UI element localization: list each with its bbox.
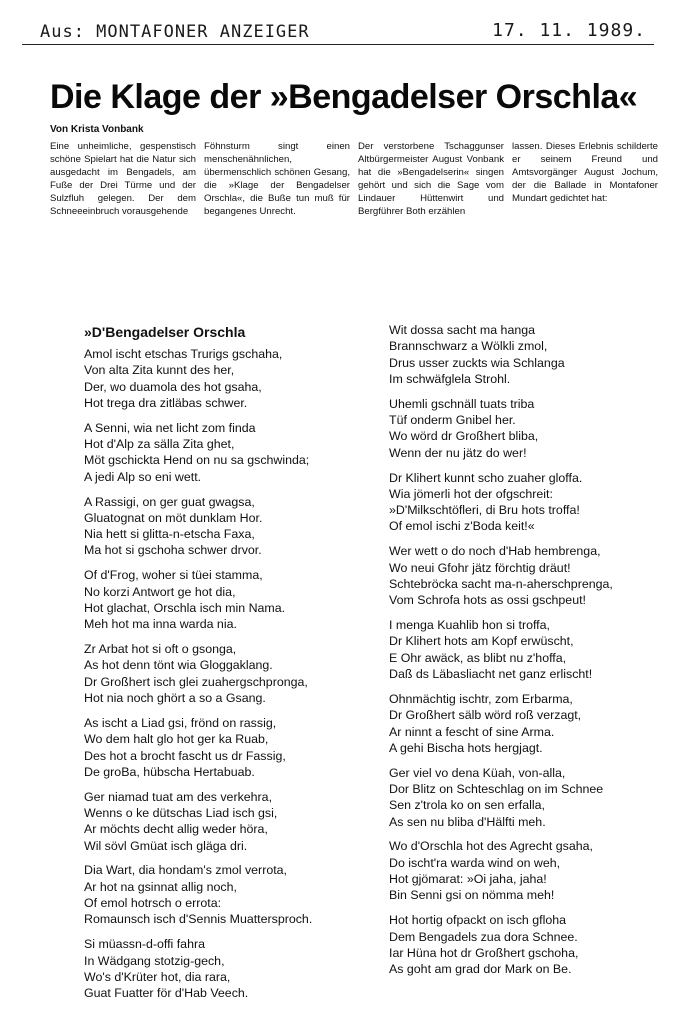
poem-left-column xyxy=(84,324,374,1010)
poem-line: Hot nia noch ghört a so a Gsang. xyxy=(84,691,266,706)
poem-line: Hot trega dra zitläbas schwer. xyxy=(84,395,248,410)
source-date: 17. 11. 1989. xyxy=(492,20,646,41)
poem-line: Ar möchts decht allig weder höra, xyxy=(84,822,268,837)
source-header xyxy=(22,18,654,45)
poem-line: Ger niamad tuat am des verkehra, xyxy=(84,789,273,804)
poem-stanza xyxy=(389,912,659,977)
poem-stanza xyxy=(389,765,659,830)
poem-stanza xyxy=(389,322,659,387)
poem-line: Möt gschickta Hend on nu sa gschwinda; xyxy=(84,453,310,468)
poem-line: As ischt a Liad gsi, frönd on rassig, xyxy=(84,715,277,730)
poem-line: Guat Fuatter för d'Hab Veech. xyxy=(84,986,249,1001)
poem-stanza xyxy=(84,420,374,485)
poem-line: Of emol ischi z'Boda keit!« xyxy=(389,519,535,534)
poem-line: Tüf onderm Gnibel her. xyxy=(389,413,516,428)
poem-line: Im schwäfglela Strohl. xyxy=(389,371,511,386)
intro-column-4 xyxy=(512,140,658,205)
poem-line: Von alta Zita kunnt des her, xyxy=(84,363,235,378)
poem-line: Wo dem halt glo hot ger ka Ruab, xyxy=(84,732,269,747)
poem-line: Vom Schrofa hots as ossi gschpeut! xyxy=(389,593,586,608)
article-title: Die Klage der »Bengadelser Orschla« xyxy=(50,78,638,116)
poem-stanza xyxy=(389,396,659,461)
poem-line: Uhemli gschnäll tuats triba xyxy=(389,396,535,411)
source-label: Aus: MONTAFONER ANZEIGER xyxy=(40,22,310,42)
poem-line: Of emol hotrsch o errota: xyxy=(84,896,222,911)
intro-paragraph: Eine unheimliche, gespenstisch schöne Spielart hat die Natur sich ausgedacht im Bengadels, am Fuße der Drei Türme und der Sulzfluh gelegen. Der dem Schneeeinbruch vorausgehende xyxy=(50,141,196,217)
poem-line: A Rassigi, on ger guat gwagsa, xyxy=(84,494,255,509)
poem-stanza xyxy=(389,838,659,903)
poem-line: Wit dossa sacht ma hanga xyxy=(389,323,536,337)
poem-line: E Ohr awäck, as blibt nu z'hoffa, xyxy=(389,650,567,665)
poem-line: Dem Bengadels zua dora Schnee. xyxy=(389,929,578,944)
poem-stanza xyxy=(389,470,659,535)
poem-line: »D'Milkschtöfleri, di Bru hots troffa! xyxy=(389,503,580,518)
poem-line: No korzi Antwort ge hot dia, xyxy=(84,584,236,599)
intro-column-3 xyxy=(358,140,504,218)
poem-stanza xyxy=(84,715,374,780)
poem-line: Wer wett o do noch d'Hab hembrenga, xyxy=(389,544,601,559)
poem-line: Dr Großhert sälb wörd roß verzagt, xyxy=(389,708,582,723)
intro-paragraph: Föhnsturm singt einen menschenähnlichen, übermenschlich schönen Gesang, die »Klage der Bengadelser Orschla«, die Buße tun muß für begangenes Unrecht. xyxy=(204,141,350,217)
poem-line: Der, wo duamola des hot gsaha, xyxy=(84,379,262,394)
poem-line: Nia hett si glitta-n-etscha Faxa, xyxy=(84,527,255,542)
poem-line: Amol ischt etschas Trurigs gschaha, xyxy=(84,347,283,361)
intro-column-1 xyxy=(50,140,196,218)
poem-line: Hot d'Alp za sälla Zita ghet, xyxy=(84,437,235,452)
poem-line: Wil sövl Gmüat isch gläga dri. xyxy=(84,838,248,853)
poem-line: Wo d'Orschla hot des Agrecht gsaha, xyxy=(389,839,593,854)
poem-line: Daß ds Läbasliacht net ganz erlischt! xyxy=(389,667,593,682)
intro-paragraph: Der verstorbene Tschaggunser Altbürgermeister August Vonbank hat die »Bengadelserin« singen gehört und sich die Sage vom Lindauer Hüttenwirt und Bergführer Both erzählen xyxy=(358,141,504,217)
poem-line: Dor Blitz on Schteschlag on im Schnee xyxy=(389,781,604,796)
poem-line: Wenns o ke dütschas Liad isch gsi, xyxy=(84,805,278,820)
poem-line: Ohnmächtig ischtr, zom Erbarma, xyxy=(389,691,573,706)
poem-line: Dr Großhert isch glei zuahergschpronga, xyxy=(84,674,308,689)
poem-line: A jedi Alp so eni wett. xyxy=(84,469,202,484)
poem-stanza xyxy=(84,641,374,706)
poem-line: Brannschwarz a Wölkli zmol, xyxy=(389,339,548,354)
poem-line: Of d'Frog, woher si tüei stamma, xyxy=(84,568,263,583)
poem-line: Dia Wart, dia hondam's zmol verrota, xyxy=(84,863,287,878)
poem-stanza xyxy=(84,789,374,854)
poem-line: Zr Arbat hot si oft o gsonga, xyxy=(84,642,237,657)
poem-line: Schtebröcka sacht ma-n-aherschprenga, xyxy=(389,576,613,591)
poem-line: As hot denn tönt wia Gloggaklang. xyxy=(84,658,273,673)
article-byline: Von Krista Vonbank xyxy=(50,124,144,135)
poem-line: Romaunsch isch d'Sennis Muattersproch. xyxy=(84,912,313,927)
poem-stanza xyxy=(389,617,659,682)
intro-paragraph: lassen. Dieses Erlebnis schilderte er seinem Freund und Amtsvorgänger August Jochum, der die Ballade in Montafoner Mundart gedichtet hat: xyxy=(512,141,658,204)
poem-stanza xyxy=(389,691,659,756)
poem-line: Meh hot ma inna warda nia. xyxy=(84,617,237,632)
intro-column-2 xyxy=(204,140,350,218)
poem-stanza xyxy=(84,567,374,632)
poem-line: Iar Hüna hot dr Großhert gschoha, xyxy=(389,945,579,960)
poem-right-column xyxy=(389,322,659,986)
poem-line: Dr Klihert hots am Kopf erwüscht, xyxy=(389,634,574,649)
poem-line: Wo wörd dr Großhert bliba, xyxy=(389,429,539,444)
poem-line: Ar hot na gsinnat allig noch, xyxy=(84,879,237,894)
poem-stanza xyxy=(84,862,374,927)
poem-stanza xyxy=(389,543,659,608)
poem-line: Wenn der nu jätz do wer! xyxy=(389,445,527,460)
poem-line: Sen z'trola ko on sen erfalla, xyxy=(389,798,545,813)
poem-line: Wia jömerli hot der ofgschreit: xyxy=(389,486,553,501)
poem-line: As sen nu bliba d'Hälfti meh. xyxy=(389,814,546,829)
poem-line: Drus usser zuckts wia Schlanga xyxy=(389,355,565,370)
poem-line: Dr Klihert kunnt scho zuaher gloffa. xyxy=(389,470,583,485)
poem-title: »D'Bengadelser Orschla xyxy=(84,324,246,340)
poem-line: Ar ninnt a fescht of sine Arma. xyxy=(389,724,555,739)
poem-line: Wo's d'Krüter hot, dia rara, xyxy=(84,969,231,984)
poem-line: Ger viel vo dena Küah, von-alla, xyxy=(389,765,566,780)
poem-line: A gehi Bischa hots hergjagt. xyxy=(389,740,543,755)
poem-line: Do ischt'ra warda wind on weh, xyxy=(389,855,561,870)
poem-stanza xyxy=(84,494,374,559)
poem-line: Bin Senni gsi on nömma meh! xyxy=(389,888,555,903)
poem-line: Gluatognat on möt dunklam Hor. xyxy=(84,510,263,525)
poem-stanza xyxy=(84,346,374,411)
poem-left-stanzas xyxy=(84,346,374,1001)
poem-stanza xyxy=(84,936,374,1001)
poem-line: Des hot a brocht fascht us dr Fassig, xyxy=(84,748,286,763)
poem-line: In Wädgang stotzig-gech, xyxy=(84,953,225,968)
poem-line: Hot hortig ofpackt on isch gfloha xyxy=(389,913,567,928)
poem-line: Ma hot si gschoha schwer drvor. xyxy=(84,543,262,558)
poem-line: A Senni, wia net licht zom finda xyxy=(84,420,256,435)
poem-line: Hot glachat, Orschla isch min Nama. xyxy=(84,600,286,615)
poem-line: I menga Kuahlib hon si troffa, xyxy=(389,618,550,633)
poem-line: Hot gjömarat: »Oi jaha, jaha! xyxy=(389,872,547,887)
poem-right-stanzas xyxy=(389,322,659,977)
poem-line: As goht am grad dor Mark on Be. xyxy=(389,962,572,977)
poem-line: Si müassn-d-offi fahra xyxy=(84,937,205,952)
poem-line: Wo neui Gfohr jätz förchtig dräut! xyxy=(389,560,571,575)
poem-line: De groBa, hübscha Hertabuab. xyxy=(84,764,255,779)
